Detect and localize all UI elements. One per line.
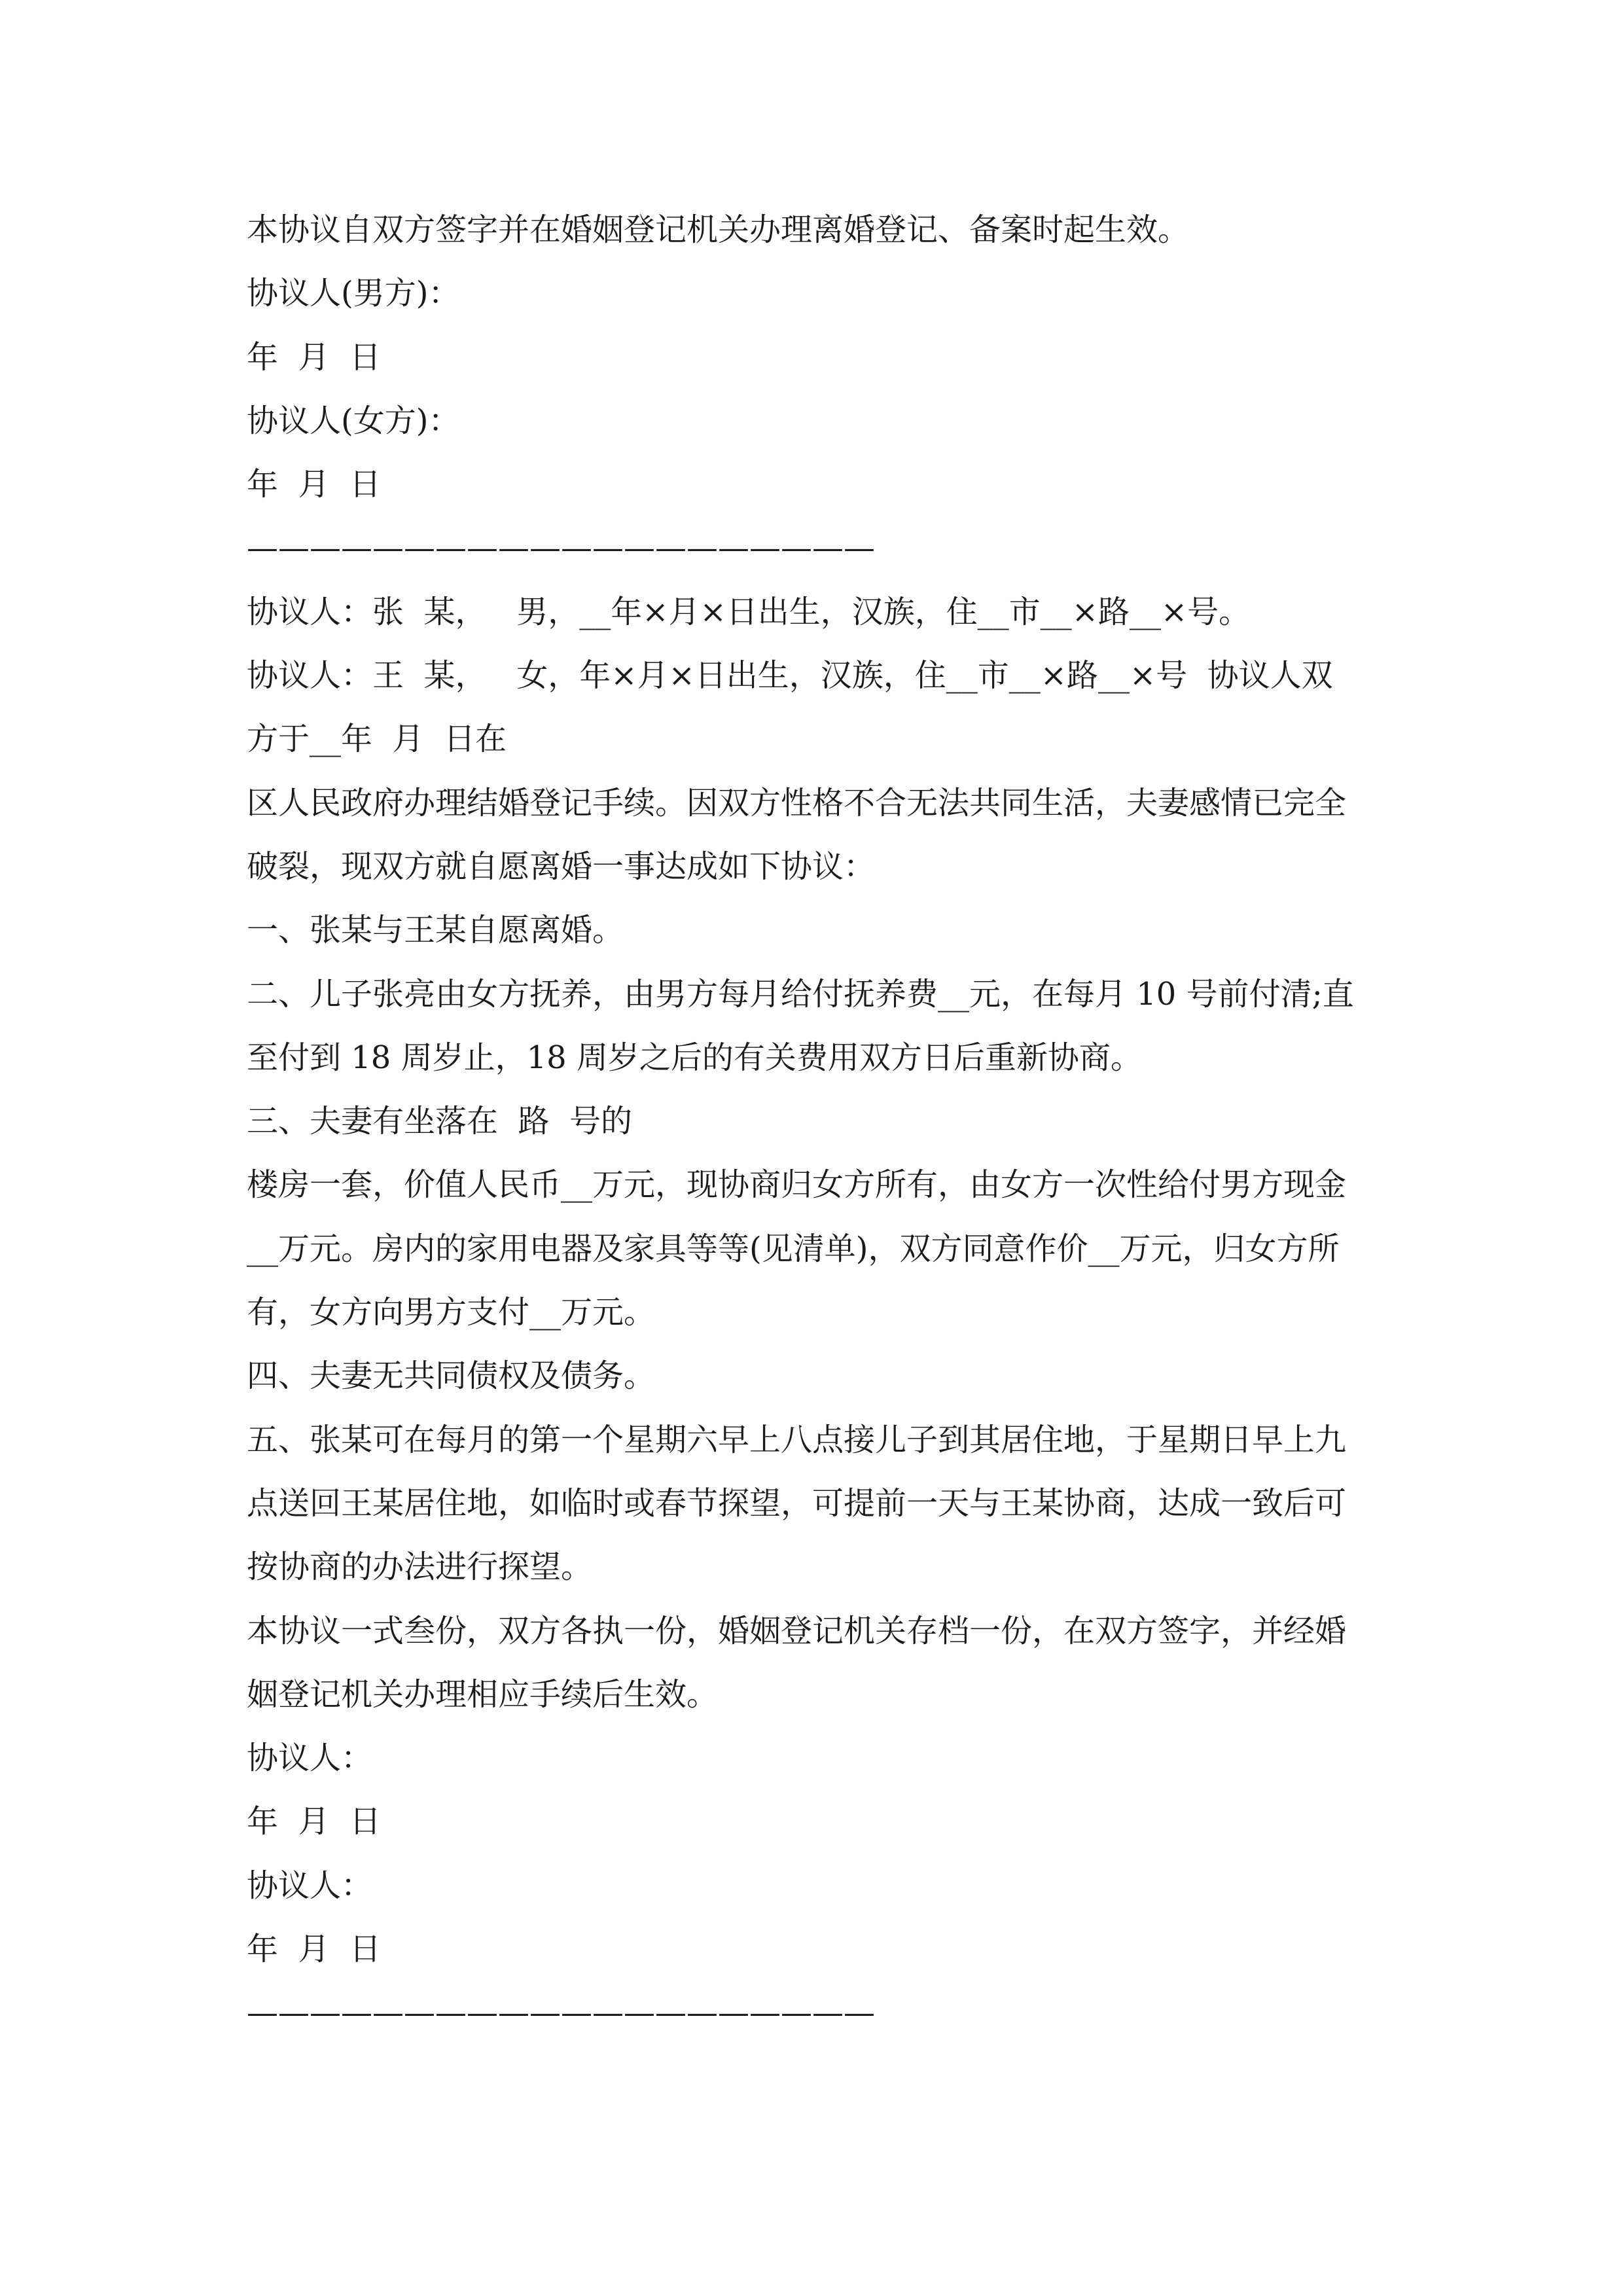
party-zhang-info: 协议人：张 某， 男，__年×月×日出生，汉族，住__市__×路__×号。	[247, 593, 1251, 630]
paragraph-line: 楼房一套，价值人民币__万元，现协商归女方所有，由女方一次性给付男方现金	[247, 1166, 1347, 1204]
paragraph-line: 点送回王某居住地，如临时或春节探望，可提前一天与王某协商，达成一致后可	[247, 1484, 1347, 1522]
effective-clause: 本协议自双方签字并在婚姻登记机关办理离婚登记、备案时起生效。	[247, 211, 1190, 248]
party-wang-info: 协议人：王 某， 女，年×月×日出生，汉族，住__市__×路__×号 协议人双	[247, 657, 1333, 694]
signatory-male-label: 协议人(男方)：	[247, 275, 460, 312]
signatory-label: 协议人：	[247, 1740, 373, 1777]
copies-clause: 本协议一式叁份，双方各执一份，婚姻登记机关存档一份，在双方签字，并经婚	[247, 1612, 1347, 1649]
paragraph-line: 姻登记机关办理相应手续后生效。	[247, 1676, 719, 1713]
paragraph-line: 破裂，现双方就自愿离婚一事达成如下协议：	[247, 848, 876, 885]
clause-4: 四、夫妻无共同债权及债务。	[247, 1357, 656, 1395]
date-line: 年 月 日	[247, 1803, 382, 1840]
signatory-female-label: 协议人(女方)：	[247, 402, 460, 439]
paragraph-line: 区人民政府办理结婚登记手续。因双方性格不合无法共同生活，夫妻感情已完全	[247, 784, 1347, 821]
date-line: 年 月 日	[247, 466, 382, 503]
paragraph-line: 按协商的办法进行探望。	[247, 1549, 593, 1586]
section-divider: ————————————————————	[247, 1994, 875, 2032]
clause-5: 五、张某可在每月的第一个星期六早上八点接儿子到其居住地，于星期日早上九	[247, 1421, 1347, 1458]
paragraph-line: 有，女方向男方支付__万元。	[247, 1294, 656, 1331]
date-line: 年 月 日	[247, 1931, 382, 1968]
section-divider: ————————————————————	[247, 529, 875, 567]
clause-1: 一、张某与王某自愿离婚。	[247, 912, 624, 949]
paragraph-line: 至付到 18 周岁止，18 周岁之后的有关费用双方日后重新协商。	[247, 1039, 1142, 1076]
paragraph-line: __万元。房内的家用电器及家具等等(见清单)，双方同意作价__万元，归女方所	[247, 1230, 1340, 1267]
clause-2: 二、儿子张亮由女方抚养，由男方每月给付抚养费__元，在每月 10 号前付清;直	[247, 975, 1354, 1013]
paragraph-line: 方于__年 月 日在	[247, 721, 507, 758]
document-page	[247, 198, 1379, 2045]
clause-3: 三、夫妻有坐落在 路 号的	[247, 1103, 633, 1140]
signatory-label: 协议人：	[247, 1867, 373, 1904]
date-line: 年 月 日	[247, 338, 382, 376]
